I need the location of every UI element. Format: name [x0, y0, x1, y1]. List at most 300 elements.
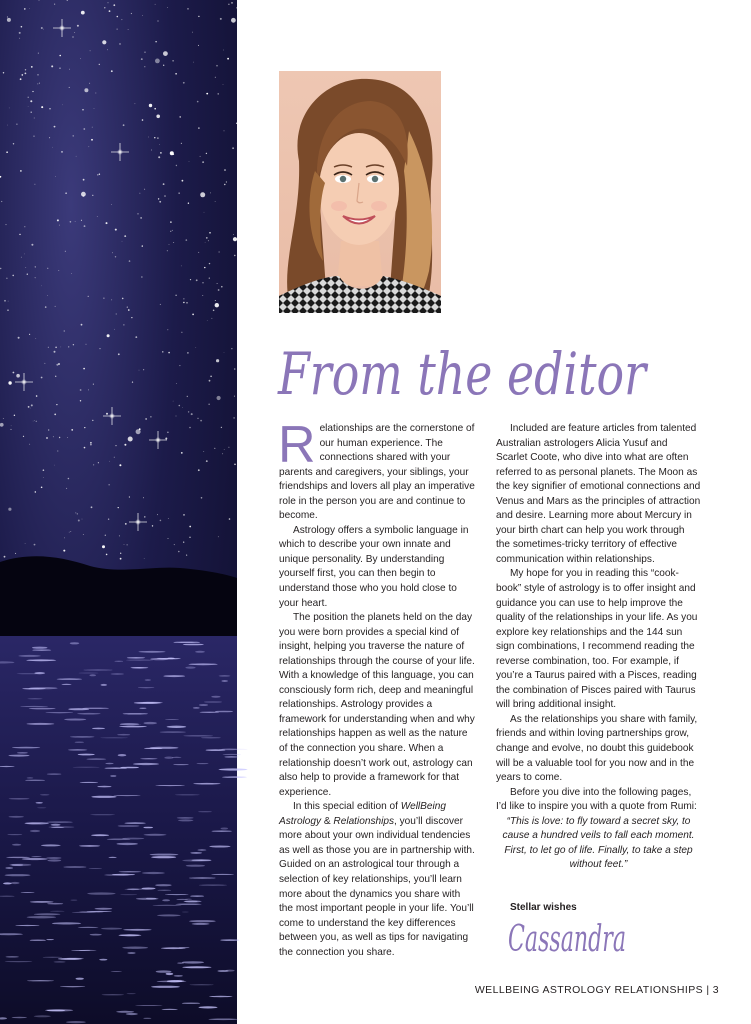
star [45, 363, 46, 364]
ripple [178, 819, 193, 821]
star [69, 532, 70, 533]
ripple [26, 823, 41, 824]
star [202, 282, 203, 283]
signature-text: Cassandra [508, 919, 626, 960]
star [20, 78, 22, 80]
star [168, 352, 170, 354]
ripple [75, 742, 84, 743]
ripple [47, 822, 73, 823]
star [35, 277, 36, 278]
star [90, 50, 91, 51]
article-column-1 [278, 416, 477, 960]
star [186, 555, 187, 556]
ripple [15, 925, 39, 926]
star [129, 496, 130, 497]
star [140, 193, 141, 194]
star [236, 123, 237, 124]
ripple [34, 913, 61, 915]
star [84, 88, 88, 92]
star [224, 184, 225, 185]
star [109, 484, 110, 485]
star [37, 83, 38, 84]
star [233, 417, 235, 419]
star [229, 518, 231, 520]
star [145, 418, 146, 419]
star [29, 334, 30, 335]
ripple [143, 827, 153, 829]
star [183, 298, 184, 299]
sparkle-star [53, 19, 71, 37]
star [178, 551, 180, 553]
ripple [27, 916, 56, 918]
star [54, 351, 56, 353]
ripple [68, 708, 89, 710]
signoff: Stellar wishes [510, 902, 577, 913]
ripple [99, 959, 107, 961]
star [45, 306, 47, 308]
star [209, 263, 210, 264]
star [197, 101, 199, 103]
star [46, 437, 48, 439]
ripple [64, 719, 86, 721]
ripple [73, 767, 100, 768]
ripple [67, 958, 84, 960]
ripple [142, 888, 156, 890]
ripple [160, 731, 186, 733]
ripple [144, 834, 167, 836]
star [91, 139, 93, 141]
star [63, 550, 65, 552]
star [88, 146, 89, 147]
star [179, 193, 180, 194]
star [186, 302, 188, 304]
ripple [5, 867, 13, 868]
rumi-quote: “This is love: to fly toward a secret sky, to cause a hundred veils to fall each moment. First, to let go of life. Finally, to take a step without feet.” [502, 815, 695, 871]
ripple [115, 661, 124, 662]
ripple [117, 843, 138, 845]
ripple [79, 845, 100, 847]
ripple [127, 657, 145, 659]
star [111, 300, 112, 301]
star [119, 535, 120, 536]
star [102, 545, 105, 548]
ripple [54, 961, 66, 962]
ripple [189, 920, 216, 922]
ripple [12, 1017, 27, 1018]
paragraph: In this special edition of WellBeing Astrology & Relationships, you’ll discover more about your own individual tendencies as well as those you are in partnership with. Guided on an astrological tour through a selection of key relationships, you’ll learn more about the dynamics you share with the most important people in your life. You’ll come to understand the key differences between you, as well as tips for navigating the connection you share. [279, 801, 475, 958]
ripple [97, 786, 111, 788]
ripple [182, 859, 211, 861]
ripple [46, 857, 61, 859]
star [209, 232, 211, 234]
star [73, 344, 74, 345]
star [217, 396, 221, 400]
star [208, 240, 209, 241]
star [221, 427, 222, 428]
star [7, 310, 8, 311]
ripple [91, 796, 116, 798]
star [204, 212, 205, 213]
article-column-2 [496, 422, 701, 873]
ripple [110, 775, 116, 777]
star [234, 396, 235, 397]
star [144, 516, 145, 517]
star [222, 453, 223, 454]
star [149, 104, 152, 107]
ripple [12, 844, 21, 846]
ripple [6, 857, 30, 858]
ripple [135, 1005, 162, 1006]
star [183, 514, 185, 516]
star [93, 384, 94, 385]
star [99, 64, 100, 65]
star [69, 69, 70, 70]
ripple [119, 726, 147, 728]
star [77, 513, 78, 514]
ripple [176, 904, 202, 905]
star [53, 436, 54, 437]
ripple [116, 1011, 134, 1013]
ripple [183, 735, 213, 737]
star [34, 184, 35, 185]
ripple [3, 882, 12, 884]
star [43, 29, 44, 30]
star [143, 369, 144, 370]
ripple [212, 830, 232, 832]
star [56, 404, 57, 405]
ripple [89, 868, 102, 869]
star [167, 329, 168, 330]
star [32, 91, 33, 92]
star [72, 36, 73, 37]
star [71, 273, 72, 274]
star [52, 147, 53, 148]
star [43, 477, 44, 478]
stars [0, 0, 237, 560]
ripple [209, 846, 230, 848]
star [174, 544, 175, 545]
ripple [32, 650, 51, 651]
star [68, 346, 69, 347]
ripple [120, 767, 139, 769]
ripple [92, 728, 105, 730]
ripple [152, 905, 181, 906]
ripple [9, 816, 24, 818]
ripple [220, 939, 239, 941]
star [57, 219, 59, 221]
ripple [200, 712, 220, 713]
ripple [204, 701, 222, 703]
star [84, 447, 86, 449]
ripple [199, 705, 208, 706]
star [35, 491, 36, 492]
star [144, 66, 145, 67]
ripple [27, 980, 54, 981]
star [41, 377, 43, 379]
star [204, 451, 205, 452]
ripple [5, 874, 31, 876]
star [109, 10, 111, 12]
star [218, 93, 219, 94]
ripple [163, 675, 185, 677]
star [6, 278, 7, 279]
star [29, 8, 30, 9]
ripple [177, 817, 194, 819]
star [157, 514, 158, 515]
ripple [167, 726, 187, 728]
ripple [143, 702, 163, 704]
star [191, 413, 193, 415]
star [13, 143, 14, 144]
paragraph: My hope for you in reading this “cook-book” style of astrology is to offer insight and guidance you can use to help improve the quality of the relationships in your life. As you explore key relationships and the 144 sun sign combinations, I recommend reading the reverse combination, too. For example, if you’re a Taurus paired with a Pisces, reading the combination of Pisces paired with Taurus will bring additional insight. [496, 568, 698, 711]
star [131, 13, 132, 14]
star [214, 448, 215, 449]
ripple [31, 856, 42, 857]
star [65, 251, 66, 252]
star [181, 266, 182, 267]
ripple [185, 899, 192, 900]
star [196, 347, 197, 348]
star [216, 359, 219, 362]
star [186, 239, 188, 241]
star [4, 556, 6, 558]
ripple [9, 798, 30, 799]
ripple [70, 736, 95, 737]
star [221, 286, 223, 288]
star [167, 432, 169, 434]
star [31, 244, 33, 246]
star [198, 16, 199, 17]
ripple [27, 723, 55, 725]
star [77, 25, 79, 27]
star [206, 237, 208, 239]
star [54, 126, 56, 128]
ripple [83, 669, 112, 670]
star [71, 429, 73, 431]
star [95, 93, 96, 94]
ripple [188, 663, 217, 665]
ripple [30, 940, 46, 941]
star [92, 420, 93, 421]
star [41, 106, 43, 108]
star [13, 372, 15, 374]
star [39, 83, 40, 84]
star [26, 267, 27, 268]
star [109, 461, 110, 462]
star [175, 295, 176, 296]
star [83, 179, 85, 181]
star [25, 69, 26, 70]
ripple [164, 757, 173, 759]
publication-title: WellBeing Astrology [279, 801, 446, 827]
star [205, 242, 206, 243]
star [209, 404, 210, 405]
star [123, 124, 125, 126]
publication-title: Relationships [333, 815, 395, 827]
ripple [127, 993, 136, 994]
star [224, 131, 225, 132]
star [139, 370, 140, 371]
ripple [111, 673, 124, 674]
star [106, 222, 108, 224]
star [162, 351, 163, 352]
star [3, 418, 4, 419]
star [89, 83, 90, 84]
star [93, 464, 94, 465]
star [159, 201, 161, 203]
ripple [100, 737, 128, 738]
star [54, 465, 55, 466]
star [125, 523, 127, 525]
ripple [182, 1003, 200, 1004]
star [127, 544, 128, 545]
ripple [186, 865, 205, 867]
star [86, 344, 87, 345]
star [41, 27, 43, 29]
star [102, 40, 106, 44]
ripple [173, 764, 188, 765]
ripple [126, 660, 153, 661]
star [179, 405, 181, 407]
star [189, 537, 190, 538]
ripple [122, 947, 148, 949]
ripple [20, 706, 48, 707]
ripple [182, 961, 204, 963]
star [105, 535, 106, 536]
star [151, 150, 152, 151]
star [106, 554, 108, 556]
star [152, 525, 153, 526]
star [31, 112, 32, 113]
star [29, 444, 30, 445]
ripple [151, 856, 176, 858]
star [131, 317, 132, 318]
ripple [34, 672, 45, 674]
star [179, 365, 180, 366]
star [19, 38, 20, 39]
star [183, 542, 184, 543]
star [115, 229, 117, 231]
ripple [189, 877, 216, 878]
star [167, 7, 168, 8]
star [28, 97, 29, 98]
star [224, 169, 226, 171]
star [215, 300, 216, 301]
star [228, 4, 229, 5]
ripple [174, 975, 183, 976]
ripple [138, 651, 165, 653]
star [216, 65, 218, 67]
star [83, 128, 85, 130]
ripple [30, 901, 54, 903]
ripple [197, 849, 206, 850]
star [54, 414, 56, 416]
ripple [78, 754, 95, 756]
star [6, 224, 7, 225]
ripple [189, 984, 213, 985]
star [219, 251, 220, 252]
star [231, 2, 232, 3]
star [141, 276, 142, 277]
editor-portrait [279, 71, 441, 313]
star [64, 538, 65, 539]
star [232, 147, 234, 149]
star [83, 368, 85, 370]
ripple [34, 1015, 51, 1017]
ripple [45, 1009, 73, 1011]
sparkle-star [103, 407, 121, 425]
star [234, 464, 236, 466]
star [59, 55, 61, 57]
ripple [199, 885, 227, 886]
ripple [107, 839, 131, 841]
star [215, 303, 219, 307]
sparkle-star [129, 513, 147, 531]
star [24, 8, 26, 10]
star [236, 7, 237, 8]
drop-cap: R [278, 416, 316, 474]
ripple [36, 802, 43, 804]
star [124, 235, 126, 237]
ripple [90, 814, 115, 815]
star [8, 508, 11, 511]
star [124, 444, 126, 446]
star [56, 364, 58, 366]
star [148, 137, 149, 138]
ripple [182, 966, 211, 968]
ripple [27, 698, 42, 699]
star [62, 105, 63, 106]
ripple [9, 755, 30, 757]
star [30, 100, 32, 102]
ripple [117, 734, 130, 736]
star [55, 347, 57, 349]
star [160, 152, 162, 154]
star [176, 416, 177, 417]
star [82, 109, 83, 110]
star [82, 519, 83, 520]
star [81, 324, 83, 326]
ripple [47, 773, 62, 775]
ripple [118, 754, 127, 756]
ripple [123, 929, 152, 931]
star [223, 50, 224, 51]
star [114, 329, 115, 330]
ripple [118, 825, 140, 827]
star [30, 408, 31, 409]
star [189, 161, 190, 162]
ripple [155, 884, 171, 886]
star [111, 70, 113, 72]
star [209, 380, 211, 382]
star [97, 174, 98, 175]
star [198, 469, 200, 471]
star [49, 108, 50, 109]
star [158, 156, 160, 158]
ripple [101, 928, 122, 930]
star [170, 151, 174, 155]
ripple [47, 859, 61, 861]
star [190, 279, 191, 280]
star [51, 65, 53, 67]
ripple [177, 963, 184, 964]
star [163, 65, 164, 66]
star [99, 174, 100, 175]
star [223, 84, 224, 85]
star [155, 59, 160, 64]
ripple [80, 782, 98, 783]
star [142, 15, 143, 16]
